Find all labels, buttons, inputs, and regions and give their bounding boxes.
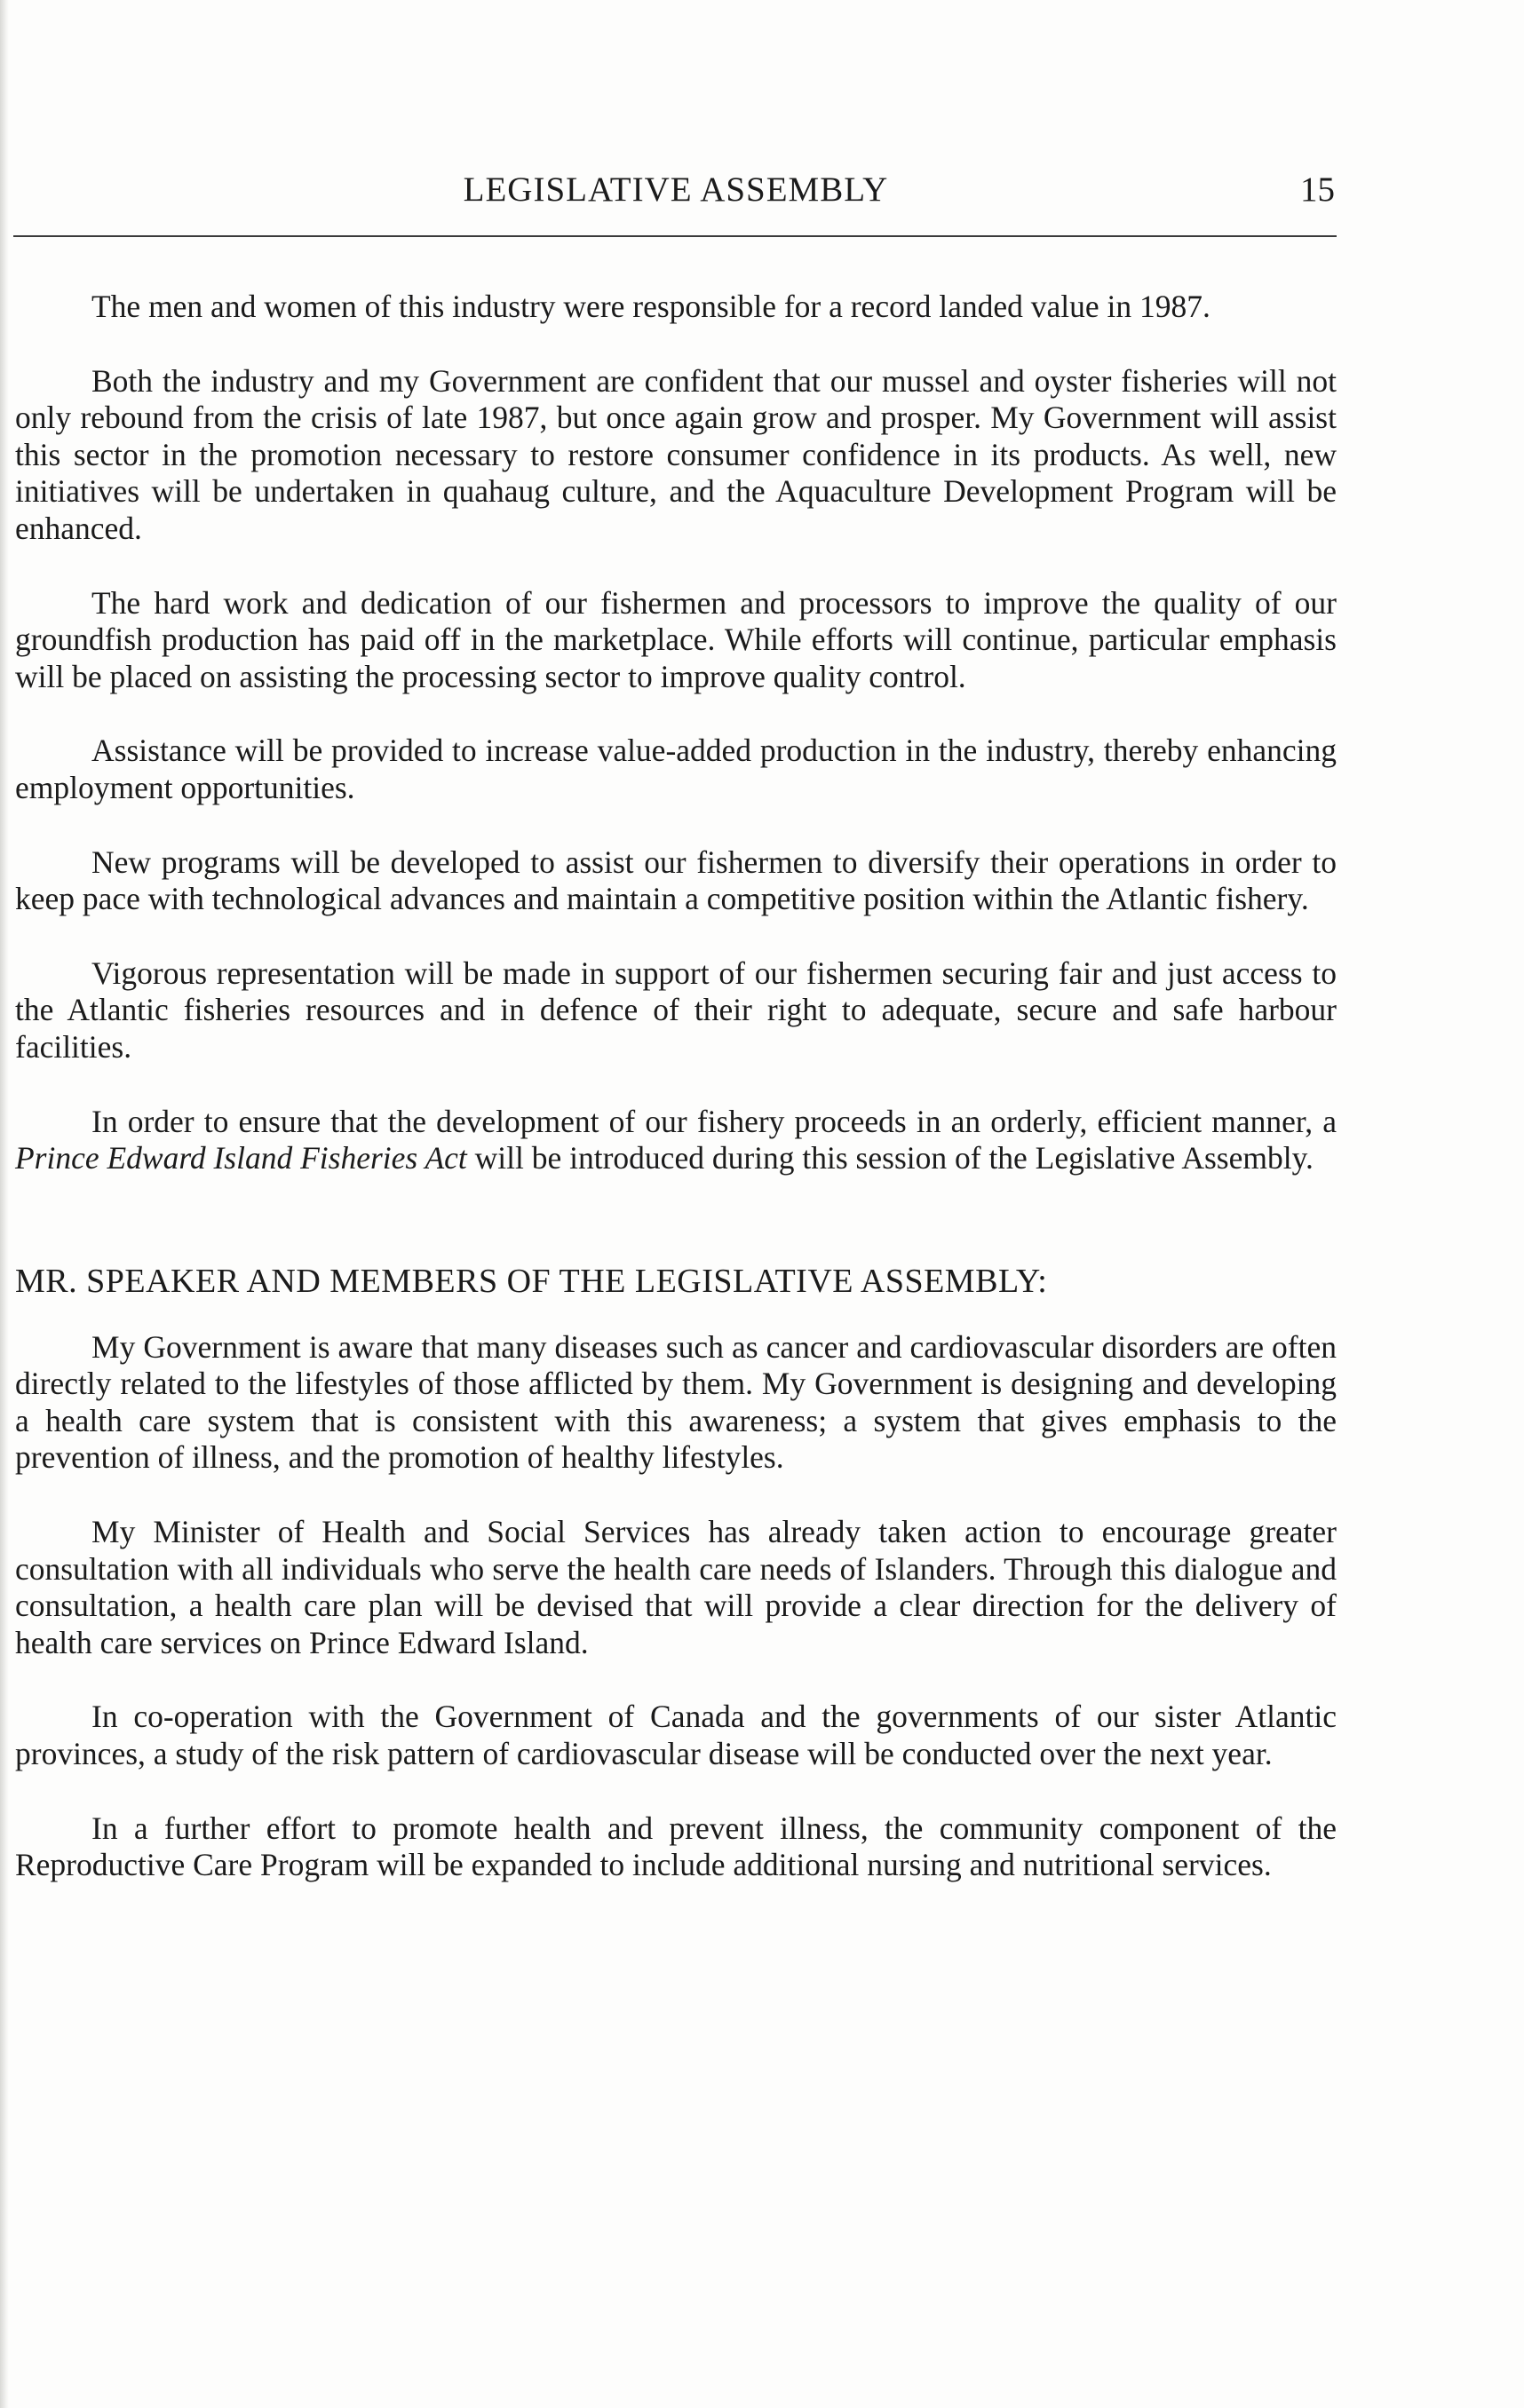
paragraph-cardiovascular-study: In co-operation with the Government of Canada and the governments of our sister Atlantic provinces, a study of the risk pattern of cardiovascular disease will be conducted over the next year. bbox=[15, 1699, 1337, 1772]
fisheries-act-title: Prince Edward Island Fisheries Act bbox=[15, 1140, 467, 1176]
paragraph-reproductive-care: In a further effort to promote health and prevent illness, the community component of the Reproductive Care Program will be expanded to include additional nursing and nutritional services. bbox=[15, 1810, 1337, 1883]
fisheries-act-lead: In order to ensure that the development of our fishery proceeds in an orderly, efficient manner, a bbox=[91, 1103, 1337, 1139]
fisheries-act-tail: will be introduced during this session of the Legislative Assembly. bbox=[466, 1140, 1314, 1176]
paragraph-record-landed-value: The men and women of this industry were responsible for a record landed value in 1987. bbox=[91, 289, 1210, 324]
paragraph-health-consultation: My Minister of Health and Social Services has already taken action to encourage greater consultation with all individuals who serve the health care needs of Islanders. Through this dialogue and consultation, a health care plan will be devised that will provide a clear direction for the delivery of health care services on Prince Edward Island. bbox=[15, 1514, 1337, 1660]
paragraph-mussel-oyster: Both the industry and my Government are confident that our mussel and oyster fisheries will not only rebound from the crisis of late 1987, but once again grow and prosper. My Government will assist this sector in the promotion necessary to restore consumer confidence in its products. As well, new initiatives will be undertaken in quahaug culture, and the Aquaculture Development Program will be enhanced. bbox=[15, 362, 1337, 546]
binding-edge bbox=[0, 0, 9, 2408]
page-number: 15 bbox=[1300, 170, 1335, 209]
section-heading: MR. SPEAKER AND MEMBERS OF THE LEGISLATIVE ASSEMBLY: bbox=[15, 1262, 1048, 1300]
body-text bbox=[15, 289, 1337, 1921]
running-title: LEGISLATIVE ASSEMBLY bbox=[463, 170, 889, 209]
header-rule bbox=[13, 235, 1337, 237]
paragraph-fisheries-act bbox=[15, 1104, 1337, 1177]
paragraph-new-programs: New programs will be developed to assist our fishermen to diversify their operations in order to keep pace with technological advances and maintain a competitive position within the Atlantic fishery. bbox=[15, 844, 1337, 917]
page-header bbox=[13, 167, 1338, 213]
paragraph-lifestyle-diseases: My Government is aware that many diseases such as cancer and cardiovascular disorders are often directly related to the lifestyles of those afflicted by them. My Government is designing and developing a health care system that is consistent with this awareness; a system that gives emphasis to the prevention of illness, and the promotion of healthy lifestyles. bbox=[15, 1328, 1337, 1476]
paragraph-value-added: Assistance will be provided to increase value-added production in the industry, thereby enhancing employment opportunities. bbox=[15, 733, 1337, 805]
paragraph-representation: Vigorous representation will be made in support of our fishermen securing fair and just access to the Atlantic fisheries resources and in defence of their right to adequate, secure and safe harbour facilities. bbox=[15, 954, 1337, 1065]
paragraph-groundfish-quality: The hard work and dedication of our fishermen and processors to improve the quality of our groundfish production has paid off in the marketplace. While efforts will continue, particular emphasis will be placed on assisting the processing sector to improve quality control. bbox=[15, 584, 1337, 694]
